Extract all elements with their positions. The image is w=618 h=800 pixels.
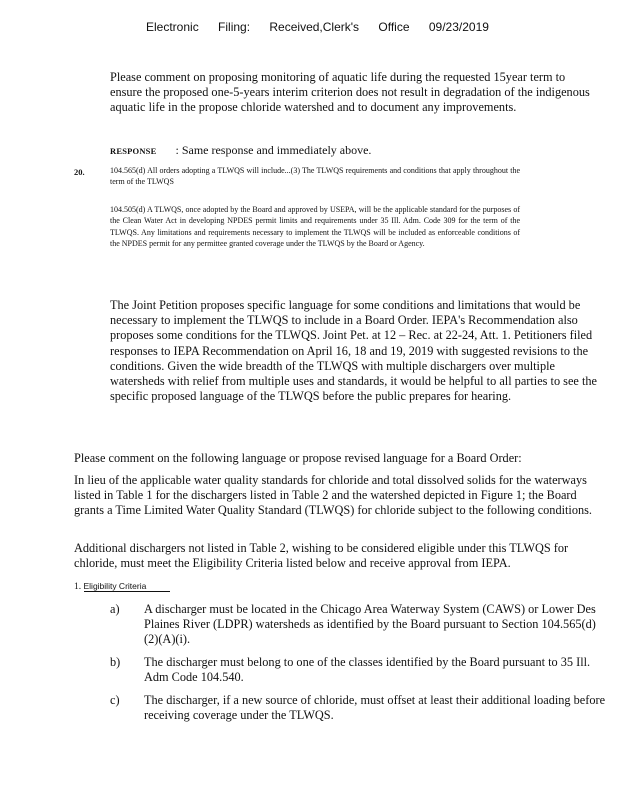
eligibility-number: 1. bbox=[74, 582, 82, 592]
additional-dischargers-paragraph: Additional dischargers not listed in Table 2, wishing to be considered eligible under this TLWQS for chloride, must meet the Eligibility Criteria listed below and receive approval from IEPA. bbox=[74, 541, 569, 571]
eligibility-title: Eligibility Criteria bbox=[84, 581, 171, 592]
header-received: Received,Clerk's bbox=[269, 20, 360, 34]
item-number: 20. bbox=[74, 167, 85, 177]
board-order-prompt: Please comment on the following language or propose revised language for a Board Order: bbox=[74, 451, 522, 465]
criterion-letter: b) bbox=[110, 655, 121, 669]
criterion-a bbox=[110, 602, 610, 648]
response-text: : Same response and immediately above. bbox=[175, 143, 372, 157]
criterion-c bbox=[110, 693, 610, 723]
intro-paragraph: Please comment on proposing monitoring of aquatic life during the requested 15year term to ensure the proposed one-5-years interim criterion does not result in degradation of the indigenous aquatic life in the propose chloride watershed and to document any improvements. bbox=[110, 70, 590, 114]
in-lieu-paragraph: In lieu of the applicable water quality standards for chloride and total dissolved solids for the waterways listed in Table 1 for the dischargers listed in Table 2 and the watershed depicted in Figure 1; the Board grants a Time Limited Water Quality Standard (TLWQS) for chloride subject to the following conditions. bbox=[74, 473, 592, 518]
response-line bbox=[110, 143, 371, 158]
quoted-rule-104-505: 104.505(d) A TLWQS, once adopted by the Board and approved by USEPA, will be the applicable standard for the purposes of the Clean Water Act in developing NPDES permit limits and requirements under 35 Ill. Adm. Code 309 for the term of the TLWQS. Any limitations and requirements necessary to implement the TLWQS will be included as enforceable conditions of the NPDES permit for any permittee granted coverage under the TLWQS by the Board or Agency. bbox=[110, 205, 520, 249]
quoted-rule-104-565: 104.565(d) All orders adopting a TLWQS will include...(3) The TLWQS requirements and conditions that apply throughout the term of the TLWQS bbox=[110, 166, 520, 187]
criterion-text: The discharger must belong to one of the classes identified by the Board pursuant to 35 Ill. Adm Code 104.540. bbox=[144, 655, 591, 685]
criterion-b bbox=[110, 655, 610, 685]
criterion-letter: c) bbox=[110, 693, 120, 707]
header-electronic: Electronic bbox=[146, 20, 199, 34]
joint-petition-paragraph: The Joint Petition proposes specific language for some conditions and limitations that would be necessary to implement the TLWQS to include in a Board Order. IEPA's Recommendation also proposes some conditions for the TLWQS. Joint Pet. at 12 – Rec. at 22-24, Att. 1. Petitioners filed responses to IEPA Recommendation on April 16, 18 and 19, 2019 with suggested revisions to the conditions. Given the wide breadth of the TLWQS with multiple dischargers over multiple watersheds with relief from multiple uses and standards, it would be helpful to all parties to see the specific proposed language of the TLWQS before the public prepares for hearing. bbox=[110, 298, 597, 404]
filing-header bbox=[146, 20, 505, 34]
header-office: Office bbox=[378, 20, 410, 34]
criterion-text: The discharger, if a new source of chloride, must offset at least their additional loading before receiving coverage under the TLWQS. bbox=[144, 693, 606, 723]
header-date: 09/23/2019 bbox=[428, 20, 489, 34]
eligibility-heading bbox=[74, 581, 170, 592]
criterion-text: A discharger must be located in the Chicago Area Waterway System (CAWS) or Lower Des Plaines River (LDPR) watersheds as identified by the Board pursuant to Section 104.565(d)(2)(A)(i). bbox=[144, 602, 596, 647]
response-label: RESPONSE bbox=[110, 146, 157, 156]
criterion-letter: a) bbox=[110, 602, 120, 616]
header-filing: Filing: bbox=[218, 20, 251, 34]
